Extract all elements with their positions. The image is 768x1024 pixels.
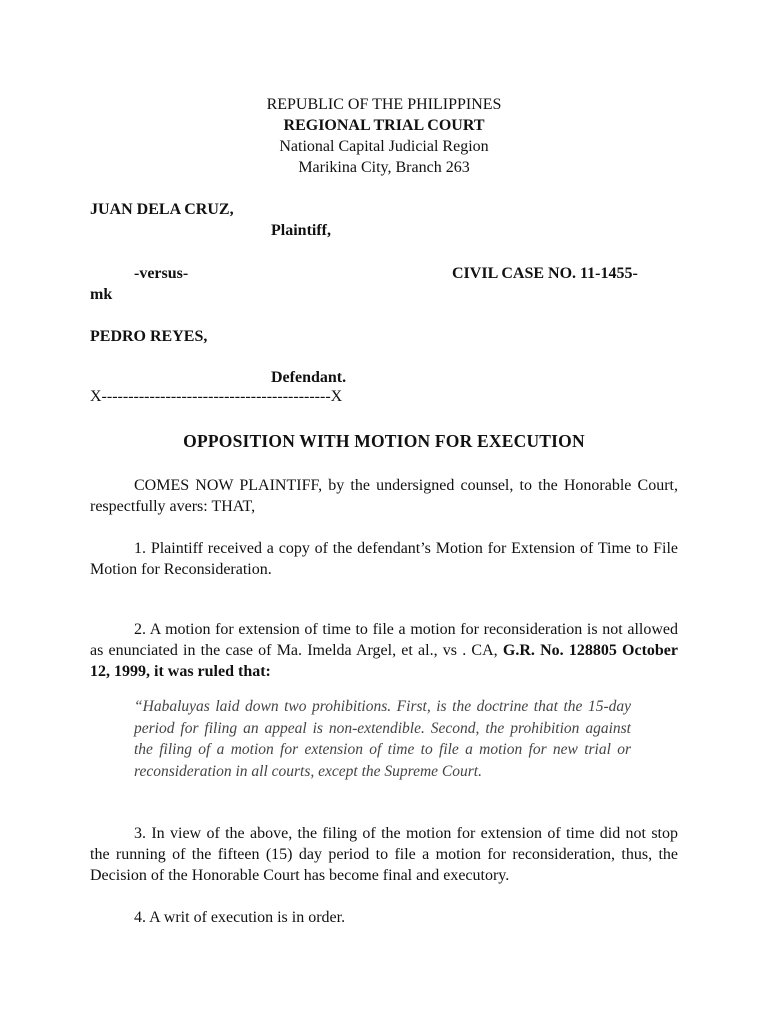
case-number-suffix: mk bbox=[90, 286, 113, 303]
intro-paragraph bbox=[90, 475, 678, 517]
versus-label: -versus- bbox=[134, 265, 189, 282]
paragraph-2-citation: G.R. No. 128805 October 12, 1999, it was ruled that: bbox=[90, 642, 679, 680]
plaintiff-name: JUAN DELA CRUZ, bbox=[90, 201, 234, 218]
header-court: REGIONAL TRIAL COURT bbox=[283, 117, 485, 134]
document-title: OPPOSITION WITH MOTION FOR EXECUTION bbox=[183, 431, 585, 451]
defendant-name: PEDRO REYES, bbox=[90, 328, 208, 345]
paragraph-4: 4. A writ of execution is in order. bbox=[134, 909, 346, 926]
paragraph-1 bbox=[90, 538, 678, 580]
quoted-ruling: “Habaluyas laid down two prohibitions. First, is the doctrine that the 15-day period for filing an appeal is non-extendible. Second, the prohibition against the filing of a motion for extension of time to file a motion for new trial or reconsideration in all courts, except the Supreme Court. bbox=[134, 698, 631, 780]
paragraph-2-text: 2. A motion for extension of time to file a motion for reconsideration is not allowed as enunciated in the case of Ma. Imelda Argel, et al., vs . CA, bbox=[90, 621, 678, 659]
header-branch: Marikina City, Branch 263 bbox=[298, 159, 470, 176]
plaintiff-label: Plaintiff, bbox=[271, 222, 331, 239]
paragraph-2 bbox=[90, 619, 678, 682]
case-number: CIVIL CASE NO. 11-1455- bbox=[452, 265, 638, 282]
paragraph-3 bbox=[90, 823, 678, 886]
caption-separator: X-------------------------------------------X bbox=[90, 388, 343, 405]
defendant-label: Defendant. bbox=[271, 369, 347, 386]
paragraph-3-text: 3. In view of the above, the filing of the motion for extension of time did not stop the running of the fifteen (15) day period to file a motion for reconsideration, thus, the Decision of the Honorable Court has become final and executory. bbox=[90, 825, 678, 884]
intro-text: COMES NOW PLAINTIFF, by the undersigned counsel, to the Honorable Court, respectfully avers: THAT, bbox=[90, 477, 678, 515]
paragraph-1-text: 1. Plaintiff received a copy of the defendant’s Motion for Extension of Time to File Motion for Reconsideration. bbox=[90, 540, 678, 578]
header-republic: REPUBLIC OF THE PHILIPPINES bbox=[266, 96, 502, 113]
header-region: National Capital Judicial Region bbox=[279, 138, 489, 155]
